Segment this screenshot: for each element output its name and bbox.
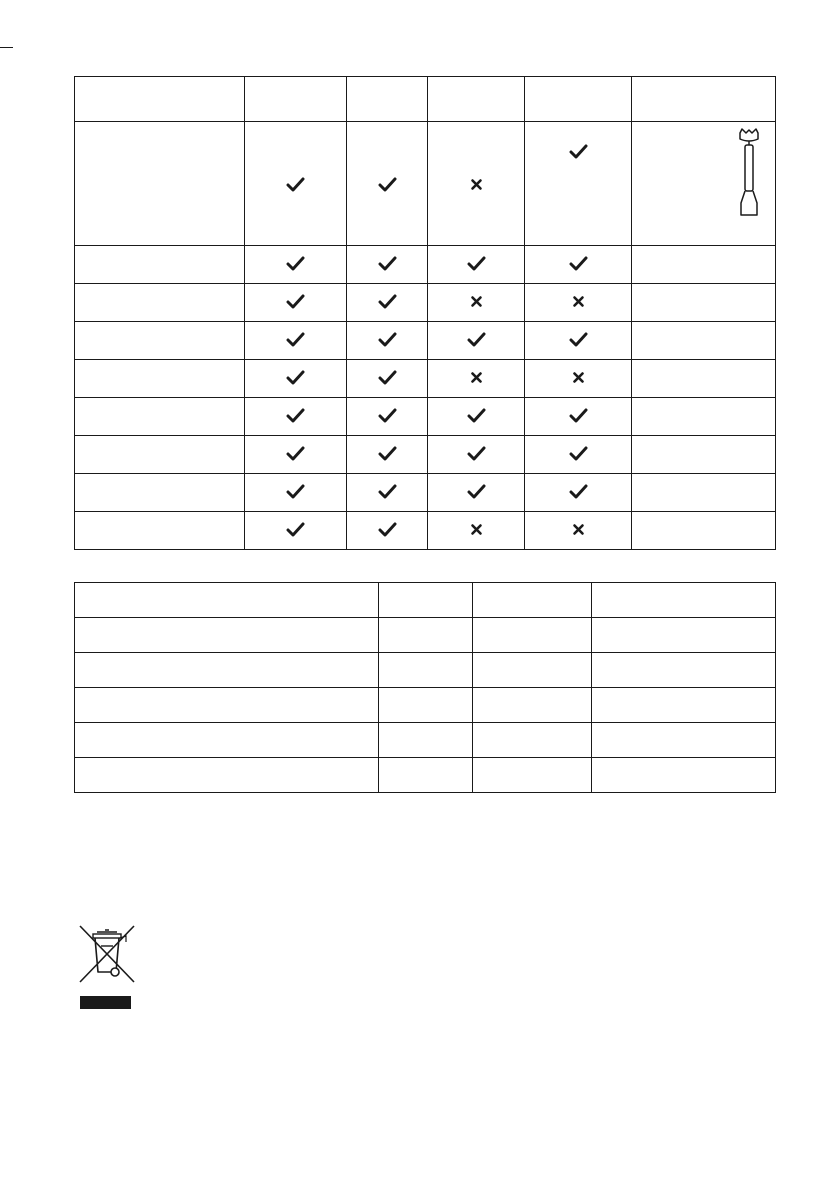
mark-cell [428,436,525,474]
row-label [75,436,245,474]
mark-cell [428,122,525,246]
mark-cell [245,360,347,398]
speed-cell [379,723,473,758]
speed-cell [379,653,473,688]
table-row [75,688,776,723]
check-mark-icon [467,408,486,423]
check-mark-icon [378,256,397,271]
row-label [75,512,245,550]
speed-cell [473,653,592,688]
mark-cell [347,322,428,360]
check-mark-icon [378,332,397,347]
row-label [75,322,245,360]
mark-cell [245,512,347,550]
check-mark-icon [378,522,397,537]
check-mark-icon [569,484,588,499]
mark-cell [525,322,632,360]
row-label [75,474,245,512]
row-note [632,322,776,360]
mark-cell [245,398,347,436]
check-mark-icon [286,522,305,537]
check-mark-icon [569,408,588,423]
speed-header-cell [75,583,379,618]
mark-cell [245,246,347,284]
mark-cell [428,398,525,436]
speed-cell [75,758,379,793]
compat-header-cell [245,77,347,122]
check-mark-icon [467,332,486,347]
check-mark-icon [569,446,588,461]
table-row [75,436,776,474]
speed-cell [473,758,592,793]
check-mark-icon [286,408,305,423]
check-mark-icon [286,446,305,461]
row-note [632,284,776,322]
speed-cell [592,653,776,688]
speed-cell [75,618,379,653]
speed-cell [75,723,379,758]
row-note [632,512,776,550]
table-row [75,246,776,284]
check-mark-icon [378,370,397,385]
speed-header-cell [379,583,473,618]
compat-header-cell [75,77,245,122]
cross-mark-icon [467,522,486,537]
mark-cell [525,398,632,436]
mark-cell [525,360,632,398]
speed-cell [473,618,592,653]
speed-cell [473,723,592,758]
check-mark-icon [569,256,588,271]
mark-cell [347,436,428,474]
mark-cell [525,512,632,550]
check-mark-icon [286,294,305,309]
mark-cell [245,474,347,512]
mark-cell [525,474,632,512]
check-mark-icon [467,256,486,271]
crossed-out-wheelie-bin-icon [76,922,138,986]
check-mark-icon [378,294,397,309]
check-mark-icon [378,177,397,192]
cross-mark-icon [569,294,588,309]
speed-header-cell [592,583,776,618]
speed-header-row [75,583,776,618]
check-mark-icon [378,408,397,423]
mark-cell [428,512,525,550]
mark-cell [428,284,525,322]
row-note [632,474,776,512]
mark-cell [525,284,632,322]
mark-cell [245,436,347,474]
speed-cell [379,618,473,653]
mark-cell [347,246,428,284]
table-row [75,122,776,246]
check-mark-icon [286,177,305,192]
compat-header-cell [632,77,776,122]
blender-wand-icon [728,127,770,219]
speed-cell [592,758,776,793]
mark-cell [347,122,428,246]
table-row [75,618,776,653]
check-mark-icon [378,446,397,461]
table-row [75,398,776,436]
row-label [75,122,245,246]
row-label [75,284,245,322]
mark-cell [347,512,428,550]
speed-cell [473,688,592,723]
row-note [632,246,776,284]
check-mark-icon [286,370,305,385]
table-row [75,474,776,512]
table-row [75,512,776,550]
speed-cell [75,653,379,688]
table-row [75,322,776,360]
row-note [632,398,776,436]
mark-cell [428,474,525,512]
cross-mark-icon [569,370,588,385]
speed-header-cell [473,583,592,618]
row-label [75,360,245,398]
compat-header-row [75,77,776,122]
speed-cell [379,688,473,723]
compat-header-cell [428,77,525,122]
row-note [632,360,776,398]
cross-mark-icon [569,522,588,537]
check-mark-icon [569,332,588,347]
mark-cell [347,284,428,322]
mark-cell [525,122,632,246]
check-mark-icon [467,446,486,461]
table-row [75,360,776,398]
mark-cell [347,398,428,436]
mark-cell [525,436,632,474]
mark-cell [347,474,428,512]
mark-cell [347,360,428,398]
speed-cell [592,618,776,653]
mark-cell [428,246,525,284]
check-mark-icon [286,332,305,347]
speed-cell [592,688,776,723]
row-label [75,398,245,436]
table-row [75,723,776,758]
check-mark-icon [467,484,486,499]
speed-cell [592,723,776,758]
mark-cell [245,284,347,322]
cut-mark [0,47,14,61]
mark-cell [245,322,347,360]
mark-cell [525,246,632,284]
table-row [75,653,776,688]
table-row [75,758,776,793]
mark-cell [428,322,525,360]
check-mark-icon [286,256,305,271]
compat-header-cell [347,77,428,122]
table-row [75,284,776,322]
row-note [632,436,776,474]
check-mark-icon [569,144,588,159]
speed-cell [75,688,379,723]
compat-header-cell [525,77,632,122]
speed-cell [379,758,473,793]
row-label [75,246,245,284]
mark-cell [245,122,347,246]
check-mark-icon [286,484,305,499]
check-mark-icon [378,484,397,499]
cross-mark-icon [467,177,486,192]
cross-mark-icon [467,370,486,385]
compatibility-table [74,76,776,550]
weee-bar [80,996,131,1009]
speed-table [74,582,776,793]
cross-mark-icon [467,294,486,309]
mark-cell [428,360,525,398]
